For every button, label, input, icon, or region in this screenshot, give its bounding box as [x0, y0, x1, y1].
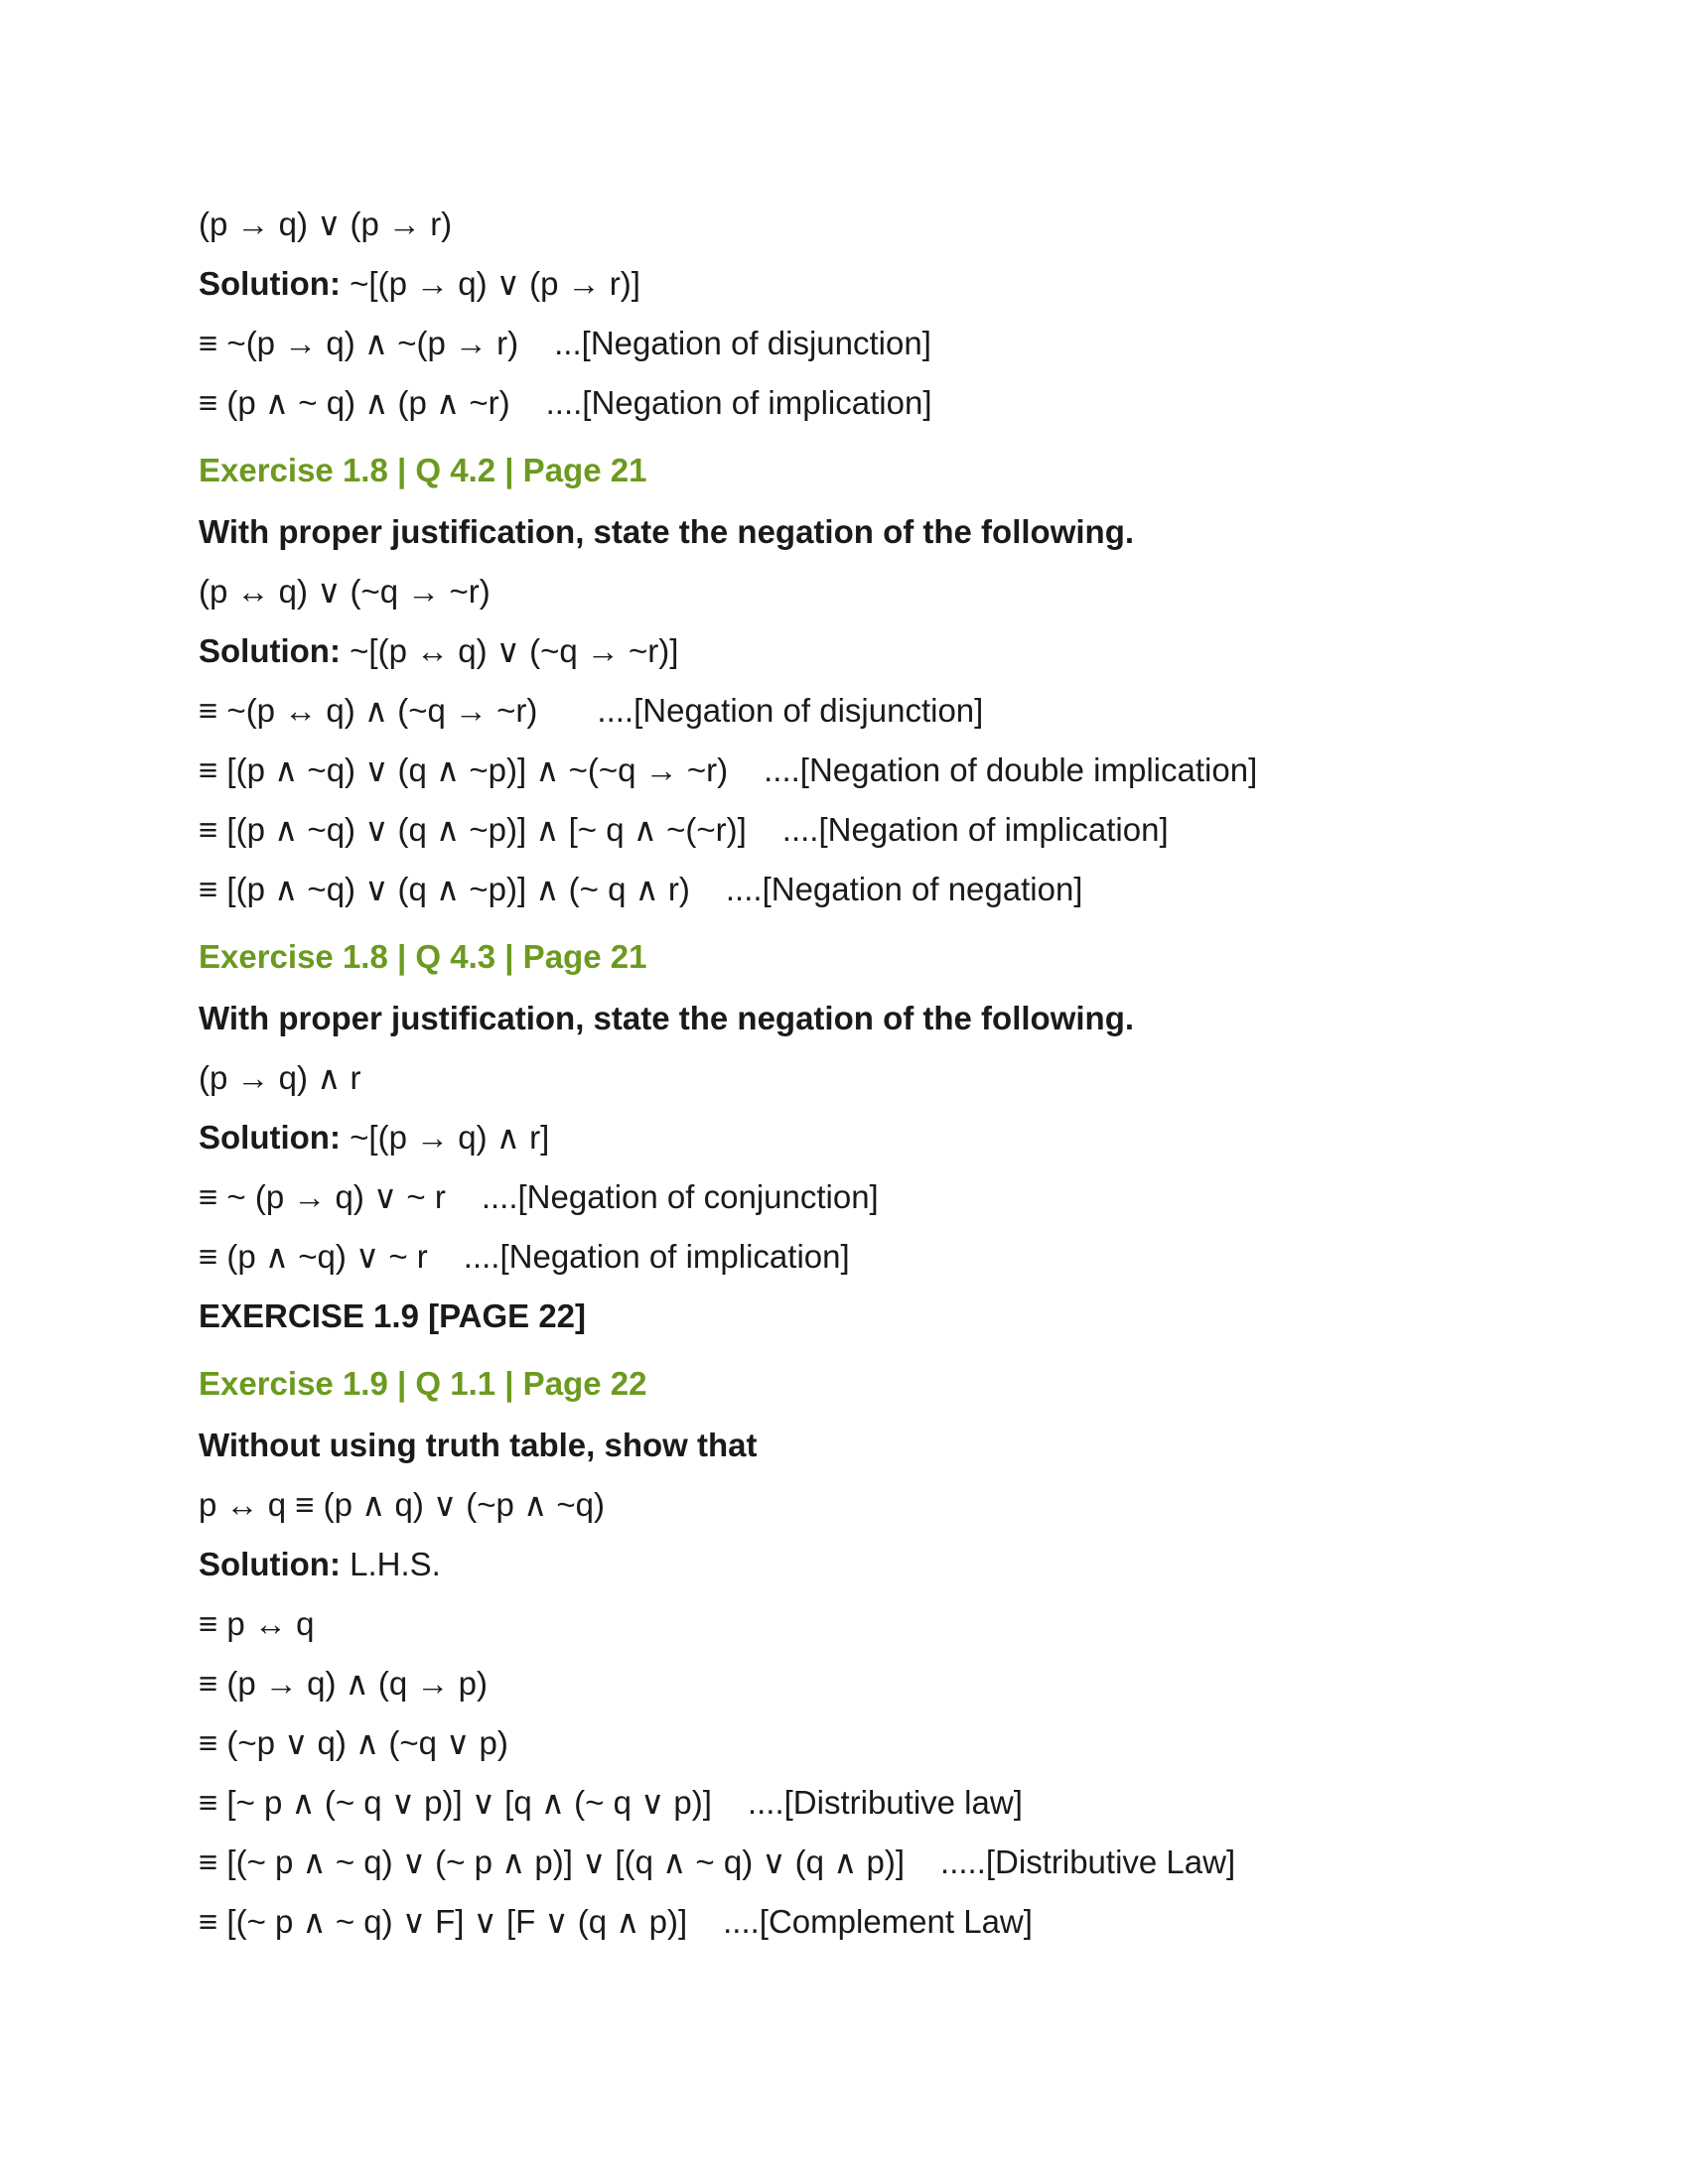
step-expression: ≡ (~p ∨ q) ∧ (~q ∨ p) — [199, 1724, 508, 1761]
solution-label: Solution: — [199, 632, 341, 669]
statement: p ↔ q ≡ (p ∧ q) ∨ (~p ∧ ~q) — [199, 1486, 606, 1523]
section-title: EXERCISE 1.9 [PAGE 22] — [199, 1297, 587, 1334]
step-justification: ....[Negation of implication] — [781, 811, 1169, 848]
step-justification: ....[Negation of conjunction] — [481, 1178, 879, 1215]
question-text: Without using truth table, show that — [199, 1427, 758, 1463]
solution-line — [199, 621, 1589, 681]
step-expression: ≡ [(p ∧ ~q) ∨ (q ∧ ~p)] ∧ ~(~q → ~r) — [199, 751, 729, 788]
exercise-heading: Exercise 1.9 | Q 1.1 | Page 22 — [199, 1365, 647, 1402]
solution-step — [199, 800, 1589, 860]
solution-step — [199, 1833, 1589, 1892]
solution-label: Solution: — [199, 265, 341, 302]
solution-step — [199, 1167, 1589, 1227]
step-justification: ....[Negation of implication] — [463, 1238, 850, 1275]
step-expression: ≡ [(p ∧ ~q) ∨ (q ∧ ~p)] ∧ [~ q ∧ ~(~r)] — [199, 811, 747, 848]
step-justification: ....[Negation of negation] — [725, 871, 1083, 907]
solution-step — [199, 1654, 1589, 1713]
step-expression: ≡ (p ∧ ~ q) ∧ (p ∧ ~r) — [199, 384, 510, 421]
step-expression: ≡ (p ∧ ~q) ∨ ~ r — [199, 1238, 428, 1275]
step-justification: .....[Distributive Law] — [940, 1843, 1236, 1880]
step-expression: ≡ ~ (p → q) ∨ ~ r — [199, 1178, 446, 1215]
question-text: With proper justification, state the negation of the following. — [199, 1000, 1135, 1036]
solution-step — [199, 1594, 1589, 1654]
step-expression: ≡ [(~ p ∧ ~ q) ∨ (~ p ∧ p)] ∨ [(q ∧ ~ q) ∨ (q ∧ p)] — [199, 1843, 906, 1880]
solution-line — [199, 254, 1589, 314]
document-page — [199, 195, 1589, 1952]
solution-label: Solution: — [199, 1119, 341, 1156]
question-text: With proper justification, state the negation of the following. — [199, 513, 1135, 550]
solution-text: ~[(p → q) ∧ r] — [340, 1119, 550, 1156]
step-justification: ....[Negation of disjunction] — [597, 692, 984, 729]
exercise-heading: Exercise 1.8 | Q 4.3 | Page 21 — [199, 938, 647, 975]
step-justification: ...[Negation of disjunction] — [554, 325, 931, 361]
statement: (p → q) ∨ (p → r) — [199, 205, 453, 242]
exercise-heading: Exercise 1.8 | Q 4.2 | Page 21 — [199, 452, 647, 488]
statement: (p → q) ∧ r — [199, 1059, 361, 1096]
step-justification: ....[Negation of double implication] — [764, 751, 1258, 788]
step-expression: ≡ (p → q) ∧ (q → p) — [199, 1665, 488, 1702]
statement: (p ↔ q) ∨ (~q → ~r) — [199, 573, 491, 610]
step-justification: ....[Complement Law] — [723, 1903, 1033, 1940]
solution-step — [199, 1227, 1589, 1287]
step-expression: ≡ p ↔ q — [199, 1605, 315, 1642]
solution-step — [199, 1713, 1589, 1773]
step-expression: ≡ [(~ p ∧ ~ q) ∨ F] ∨ [F ∨ (q ∧ p)] — [199, 1903, 688, 1940]
step-expression: ≡ ~(p → q) ∧ ~(p → r) — [199, 325, 519, 361]
solution-label: Solution: — [199, 1546, 341, 1582]
solution-step — [199, 681, 1589, 741]
step-justification: ....[Distributive law] — [747, 1784, 1023, 1821]
solution-step — [199, 860, 1589, 919]
solution-line — [199, 1108, 1589, 1167]
step-expression: ≡ ~(p ↔ q) ∧ (~q → ~r) — [199, 692, 538, 729]
solution-step — [199, 314, 1589, 373]
solution-step — [199, 741, 1589, 800]
step-expression: ≡ [~ p ∧ (~ q ∨ p)] ∨ [q ∧ (~ q ∨ p)] — [199, 1784, 712, 1821]
solution-text: ~[(p ↔ q) ∨ (~q → ~r)] — [340, 632, 679, 669]
step-justification: ....[Negation of implication] — [545, 384, 932, 421]
step-expression: ≡ [(p ∧ ~q) ∨ (q ∧ ~p)] ∧ (~ q ∧ r) — [199, 871, 690, 907]
solution-text: L.H.S. — [340, 1546, 441, 1582]
solution-line — [199, 1535, 1589, 1594]
solution-step — [199, 1892, 1589, 1952]
solution-step — [199, 373, 1589, 433]
solution-step — [199, 1773, 1589, 1833]
solution-text: ~[(p → q) ∨ (p → r)] — [340, 265, 640, 302]
